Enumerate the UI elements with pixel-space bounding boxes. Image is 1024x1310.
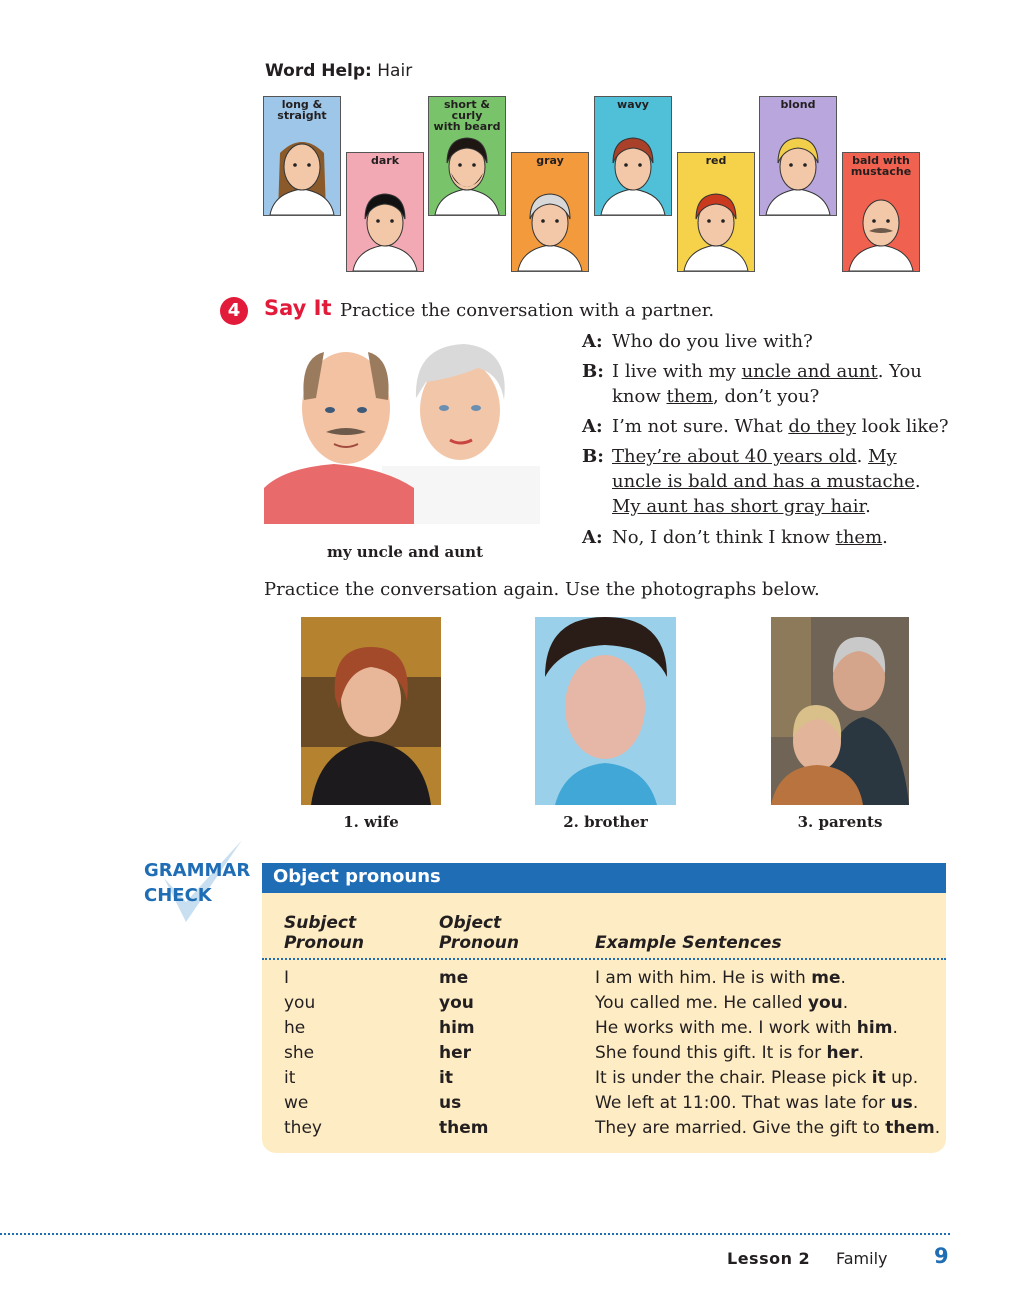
subject-pronoun: I: [284, 968, 290, 988]
dialogue-line: I’m not sure. What do they look like?: [612, 416, 949, 437]
example-sentence: We left at 11:00. That was late for us.: [595, 1093, 919, 1113]
hair-card: [511, 152, 589, 272]
example-sentence: She found this gift. It is for her.: [595, 1043, 864, 1063]
example-sentence: They are married. Give the gift to them.: [595, 1118, 941, 1138]
gray-hair-icon: [512, 179, 588, 271]
col-header-object: Object Pronoun: [439, 913, 519, 953]
wavy-hair-icon: [595, 123, 671, 215]
object-pronoun: me: [439, 968, 469, 988]
hair-card-label: wavy: [617, 98, 649, 111]
dialogue-line: Who do you live with?: [612, 331, 813, 352]
object-pronoun: her: [439, 1043, 472, 1063]
say-it-title: Say It: [264, 296, 332, 320]
object-pronoun: them: [439, 1118, 489, 1138]
long-straight-hair-icon: [264, 123, 340, 215]
subject-pronoun: she: [284, 1043, 315, 1063]
illustration-caption: my uncle and aunt: [326, 543, 483, 561]
dialogue-speaker: A:: [582, 331, 603, 352]
blond-hair-icon: [760, 123, 836, 215]
footer-divider: [0, 1233, 950, 1235]
object-pronoun: us: [439, 1093, 462, 1113]
hair-card-label: long & straight: [277, 98, 327, 122]
example-sentence: It is under the chair. Please pick it up.: [595, 1068, 919, 1088]
col-header-examples: Example Sentences: [595, 933, 782, 953]
hair-card: [428, 96, 506, 216]
example-sentence: He works with me. I work with him.: [595, 1018, 898, 1038]
word-help-topic: Hair: [377, 61, 413, 81]
subject-pronoun: you: [284, 993, 316, 1013]
hair-card-label: gray: [536, 154, 564, 167]
grammar-check-label: GRAMMAR CHECK: [144, 860, 251, 906]
photo-caption-1: 1. wife: [343, 813, 399, 831]
footer-topic: Family: [836, 1249, 888, 1268]
uncle-and-aunt-illustration: [264, 338, 540, 524]
dialogue-line: No, I don’t think I know them.: [612, 527, 888, 548]
object-pronoun: you: [439, 993, 474, 1013]
brother-photo: [535, 617, 676, 805]
hair-card: [594, 96, 672, 216]
page-number: 9: [934, 1244, 949, 1268]
hair-card: [677, 152, 755, 272]
object-pronoun: it: [439, 1068, 453, 1088]
photo-caption-2: 2. brother: [563, 813, 648, 831]
dialogue-speaker: B:: [582, 446, 604, 467]
dialogue-speaker: A:: [582, 527, 603, 548]
hair-card: [759, 96, 837, 216]
header-divider: [262, 958, 946, 960]
word-help-heading: [265, 61, 412, 81]
footer-lesson: Lesson 2: [727, 1249, 811, 1268]
dialogue-speaker: B:: [582, 361, 604, 382]
example-sentence: You called me. He called you.: [595, 993, 849, 1013]
subject-pronoun: he: [284, 1018, 306, 1038]
hair-card: [263, 96, 341, 216]
grammar-box-header: [262, 863, 946, 893]
say-it-instruction: Practice the conversation with a partner.: [340, 300, 715, 321]
wife-photo: [301, 617, 441, 805]
parents-photo: [771, 617, 909, 805]
object-pronoun: him: [439, 1018, 475, 1038]
hair-card-label: short & curly with beard: [433, 98, 501, 133]
hair-card-label: blond: [780, 98, 816, 111]
dark-hair-icon: [347, 179, 423, 271]
subject-pronoun: we: [284, 1093, 309, 1113]
bald-mustache-icon: [843, 179, 919, 271]
example-sentence: I am with him. He is with me.: [595, 968, 846, 988]
dialogue-line: I live with my uncle and aunt. You know them, don’t you?: [612, 361, 922, 407]
word-help-title: Word Help:: [265, 61, 372, 81]
hair-card-label: bald with mustache: [850, 154, 912, 178]
hair-card: [346, 152, 424, 272]
subject-pronoun: they: [284, 1118, 322, 1138]
red-hair-icon: [678, 179, 754, 271]
subject-pronoun: it: [284, 1068, 296, 1088]
col-header-subject: Subject Pronoun: [284, 913, 364, 953]
grammar-box-title: Object pronouns: [273, 866, 441, 887]
dialogue-speaker: A:: [582, 416, 603, 437]
hair-card-label: dark: [370, 154, 400, 167]
hair-card-label: red: [705, 154, 727, 167]
hair-card: [842, 152, 920, 272]
dialogue-line: They’re about 40 years old. My uncle is bald and has a mustache. My aunt has short gray hair.: [612, 446, 921, 517]
curly-beard-icon: [429, 123, 505, 215]
photo-caption-3: 3. parents: [797, 813, 883, 831]
practice-again-instruction: Practice the conversation again. Use the photographs below.: [264, 579, 820, 600]
activity-number-badge: 4: [220, 297, 248, 325]
